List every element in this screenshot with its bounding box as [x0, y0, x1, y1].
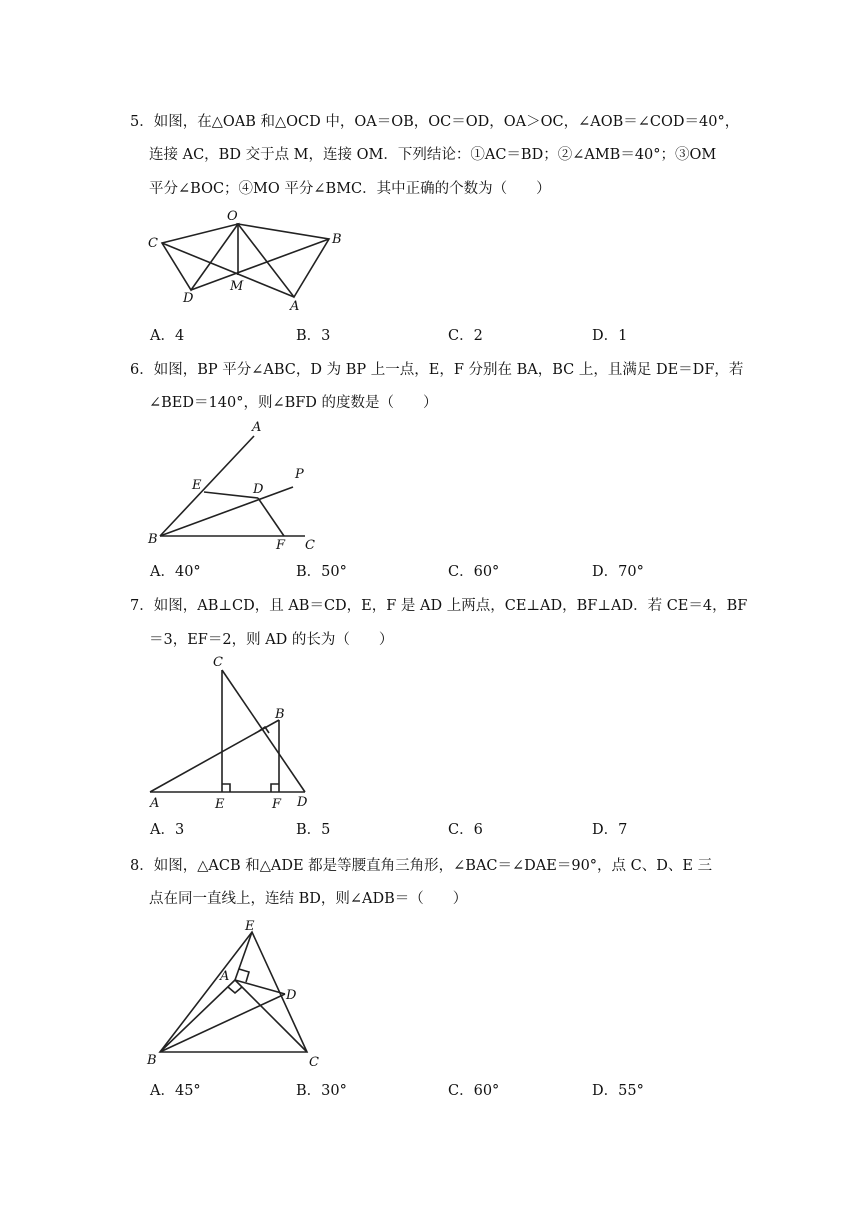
label-P: P: [295, 467, 304, 482]
question-6-option-d[interactable]: D．70°: [592, 564, 644, 580]
question-7-line-2: ＝3，EF＝2，则 AD 的长为（ ）: [149, 632, 394, 648]
label-B: B: [275, 707, 285, 722]
label-A: A: [290, 299, 300, 314]
label-D: D: [253, 482, 264, 497]
question-5-line-2: 连接 AC，BD 交于点 M，连接 OM．下列结论：①AC＝BD；②∠AMB＝40°；③OM: [149, 147, 717, 163]
question-6-option-a[interactable]: A．40°: [150, 564, 201, 580]
label-C: C: [148, 236, 158, 251]
question-5-line-1: 5．如图，在△OAB 和△OCD 中，OA＝OB，OC＝OD，OA＞OC，∠AOB＝∠COD＝40°，: [130, 114, 740, 130]
label-D: D: [183, 291, 194, 306]
label-B: B: [148, 532, 158, 547]
question-6-option-b[interactable]: B．50°: [296, 564, 347, 580]
label-M: M: [230, 279, 244, 294]
label-A: A: [150, 796, 160, 811]
label-E: E: [192, 478, 202, 493]
question-7-option-a[interactable]: A．3: [150, 822, 185, 838]
label-E: E: [245, 919, 255, 934]
question-6-line-1: 6．如图，BP 平分∠ABC，D 为 BP 上一点，E，F 分别在 BA，BC 上，且满足 DE＝DF，若: [130, 362, 744, 378]
question-8-option-d[interactable]: D．55°: [592, 1083, 644, 1099]
question-7-option-c[interactable]: C．6: [448, 822, 483, 838]
label-D: D: [297, 795, 308, 810]
question-5-option-d[interactable]: D．1: [592, 328, 628, 344]
label-O: O: [227, 209, 238, 224]
label-C: C: [213, 655, 223, 670]
question-8-line-1: 8．如图，△ACB 和△ADE 都是等腰直角三角形，∠BAC＝∠DAE＝90°，点 C、D、E 三: [130, 858, 713, 874]
question-7-option-d[interactable]: D．7: [592, 822, 628, 838]
question-8-option-b[interactable]: B．30°: [296, 1083, 347, 1099]
question-6-line-2: ∠BED＝140°，则∠BFD 的度数是（ ）: [149, 395, 438, 411]
label-E: E: [215, 797, 225, 812]
label-F: F: [276, 538, 286, 553]
question-5-option-c[interactable]: C．2: [448, 328, 483, 344]
question-5-option-a[interactable]: A．4: [150, 328, 185, 344]
question-7-line-1: 7．如图，AB⊥CD，且 AB＝CD，E，F 是 AD 上两点，CE⊥AD，BF⊥AD．若 CE＝4，BF: [130, 598, 748, 614]
question-5-option-b[interactable]: B．3: [296, 328, 331, 344]
question-5-line-3: 平分∠BOC；④MO 平分∠BMC．其中正确的个数为（ ）: [149, 181, 551, 197]
label-A: A: [220, 969, 230, 984]
label-D: D: [286, 988, 297, 1003]
label-B: B: [147, 1053, 157, 1068]
question-8-option-a[interactable]: A．45°: [150, 1083, 201, 1099]
label-A: A: [252, 420, 262, 435]
label-C: C: [305, 538, 315, 553]
question-7-option-b[interactable]: B．5: [296, 822, 331, 838]
label-C: C: [309, 1055, 319, 1070]
question-8-line-2: 点在同一直线上，连结 BD，则∠ADB＝（ ）: [149, 891, 468, 907]
question-8-option-c[interactable]: C．60°: [448, 1083, 500, 1099]
question-6-option-c[interactable]: C．60°: [448, 564, 500, 580]
label-B: B: [332, 232, 342, 247]
label-F: F: [272, 797, 282, 812]
